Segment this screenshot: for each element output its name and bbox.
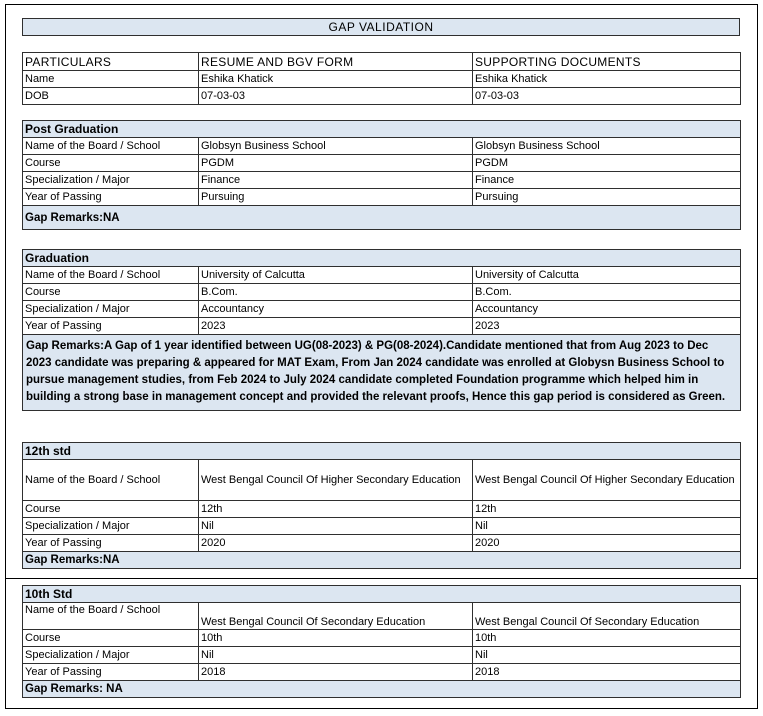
row-label: Specialization / Major bbox=[23, 301, 199, 318]
resume-value: Pursuing bbox=[199, 189, 473, 206]
section-heading: 12th std bbox=[23, 443, 741, 460]
table-row bbox=[23, 647, 741, 664]
docs-value: Nil bbox=[473, 518, 741, 535]
row-label: Name of the Board / School bbox=[23, 460, 199, 501]
docs-value: B.Com. bbox=[473, 284, 741, 301]
personal-table bbox=[22, 52, 741, 105]
docs-value: 12th bbox=[473, 501, 741, 518]
table-row bbox=[23, 301, 741, 318]
docs-value: Finance bbox=[473, 172, 741, 189]
resume-value: 12th bbox=[199, 501, 473, 518]
resume-value: Finance bbox=[199, 172, 473, 189]
row-label: Year of Passing bbox=[23, 535, 199, 552]
title-table bbox=[22, 18, 740, 36]
table-row bbox=[23, 71, 741, 88]
row-label: Name of the Board / School bbox=[23, 267, 199, 284]
docs-value: Eshika Khatick bbox=[473, 71, 741, 88]
docs-value: 07-03-03 bbox=[473, 88, 741, 105]
resume-value: Accountancy bbox=[199, 301, 473, 318]
gap-remarks: Gap Remarks:NA bbox=[23, 552, 741, 569]
docs-value: 2020 bbox=[473, 535, 741, 552]
resume-value: B.Com. bbox=[199, 284, 473, 301]
header-particulars: PARTICULARS bbox=[23, 53, 199, 71]
table-row bbox=[23, 535, 741, 552]
docs-value: West Bengal Council Of Higher Secondary Education bbox=[473, 460, 741, 501]
resume-value: 07-03-03 bbox=[199, 88, 473, 105]
docs-value: PGDM bbox=[473, 155, 741, 172]
table-row bbox=[23, 172, 741, 189]
resume-value: West Bengal Council Of Secondary Education bbox=[199, 603, 473, 630]
resume-value: Eshika Khatick bbox=[199, 71, 473, 88]
graduation-table bbox=[22, 249, 741, 411]
resume-value: West Bengal Council Of Higher Secondary Education bbox=[199, 460, 473, 501]
table-row bbox=[23, 664, 741, 681]
gap-remarks: Gap Remarks:NA bbox=[23, 206, 741, 230]
table-row bbox=[23, 284, 741, 301]
row-label: Course bbox=[23, 630, 199, 647]
table-row bbox=[23, 88, 741, 105]
section-heading: Post Graduation bbox=[23, 121, 741, 138]
row-label: Course bbox=[23, 155, 199, 172]
section-heading: 10th Std bbox=[23, 586, 741, 603]
row-label: DOB bbox=[23, 88, 199, 105]
resume-value: 2018 bbox=[199, 664, 473, 681]
docs-value: Accountancy bbox=[473, 301, 741, 318]
table-row bbox=[23, 460, 741, 501]
resume-value: Globsyn Business School bbox=[199, 138, 473, 155]
table-row bbox=[23, 501, 741, 518]
row-label: Year of Passing bbox=[23, 189, 199, 206]
row-label: Year of Passing bbox=[23, 664, 199, 681]
row-label: Name of the Board / School bbox=[23, 603, 199, 630]
resume-value: PGDM bbox=[199, 155, 473, 172]
post-graduation-table bbox=[22, 120, 741, 230]
gap-remarks: Gap Remarks: NA bbox=[23, 681, 741, 698]
resume-value: 2023 bbox=[199, 318, 473, 335]
row-label: Year of Passing bbox=[23, 318, 199, 335]
table-row bbox=[23, 155, 741, 172]
docs-value: West Bengal Council Of Secondary Education bbox=[473, 603, 741, 630]
resume-value: Nil bbox=[199, 647, 473, 664]
twelfth-table bbox=[22, 442, 741, 569]
section-heading: Graduation bbox=[23, 250, 741, 267]
table-row bbox=[23, 603, 741, 630]
docs-value: Nil bbox=[473, 647, 741, 664]
row-label: Course bbox=[23, 284, 199, 301]
docs-value: Globsyn Business School bbox=[473, 138, 741, 155]
row-label: Name bbox=[23, 71, 199, 88]
row-label: Name of the Board / School bbox=[23, 138, 199, 155]
row-label: Specialization / Major bbox=[23, 518, 199, 535]
table-row bbox=[23, 267, 741, 284]
docs-value: Pursuing bbox=[473, 189, 741, 206]
docs-value: University of Calcutta bbox=[473, 267, 741, 284]
table-row bbox=[23, 318, 741, 335]
table-row bbox=[23, 630, 741, 647]
resume-value: 10th bbox=[199, 630, 473, 647]
row-label: Specialization / Major bbox=[23, 172, 199, 189]
header-docs: SUPPORTING DOCUMENTS bbox=[473, 53, 741, 71]
docs-value: 2018 bbox=[473, 664, 741, 681]
table-row bbox=[23, 518, 741, 535]
gap-remarks: Gap Remarks:A Gap of 1 year identified between UG(08-2023) & PG(08-2024).Candidate mentioned that from Aug 2023 to Dec 2023 candidate was preparing & appeared for MAT Exam, From Jan 2024 candidate was enrolled at Globysn Business School to pursue management studies, from Feb 2024 to July 2024 candidate completed Foundation programme which helped him in building a strong base in management concept and provided the relevant proofs, Hence this gap period is considered as Green. bbox=[23, 335, 741, 411]
header-resume: RESUME AND BGV FORM bbox=[199, 53, 473, 71]
resume-value: 2020 bbox=[199, 535, 473, 552]
page-title: GAP VALIDATION bbox=[23, 19, 740, 36]
docs-value: 10th bbox=[473, 630, 741, 647]
docs-value: 2023 bbox=[473, 318, 741, 335]
table-row bbox=[23, 138, 741, 155]
tenth-table bbox=[22, 585, 741, 698]
table-row bbox=[23, 189, 741, 206]
resume-value: University of Calcutta bbox=[199, 267, 473, 284]
row-label: Specialization / Major bbox=[23, 647, 199, 664]
row-label: Course bbox=[23, 501, 199, 518]
resume-value: Nil bbox=[199, 518, 473, 535]
